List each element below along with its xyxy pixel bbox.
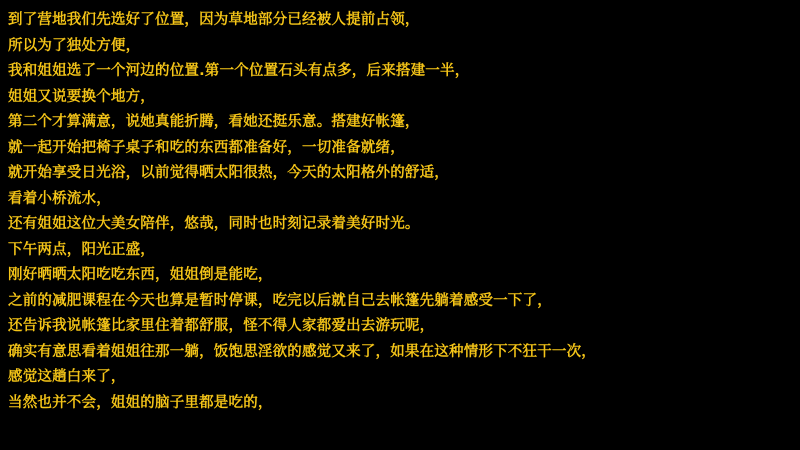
text-line: 感觉这趟白来了， bbox=[8, 369, 126, 385]
text-line: 还有姐姐这位大美女陪伴，悠哉，同时也时刻记录着美好时光。 bbox=[8, 216, 420, 232]
text-line: 就开始享受日光浴，以前觉得晒太阳很热，今天的太阳格外的舒适， bbox=[8, 165, 449, 181]
text-line: 所以为了独处方便， bbox=[8, 37, 141, 54]
text-line: 下午两点，阳光正盛， bbox=[8, 241, 155, 258]
text-line: 还告诉我说帐篷比家里住着都舒服，怪不得人家都爱出去游玩呢， bbox=[8, 318, 435, 334]
text-line: 姐姐又说要换个地方， bbox=[8, 88, 155, 105]
text-line: 看着小桥流水， bbox=[8, 190, 111, 207]
text-line: 第二个才算满意，说她真能折腾，看她还挺乐意。搭建好帐篷， bbox=[8, 114, 420, 130]
text-line: 之前的减肥课程在今天也算是暂时停课，吃完以后就自己去帐篷先躺着感受一下了， bbox=[8, 292, 552, 309]
text-line: 到了营地我们先选好了位置，因为草地部分已经被人提前占领， bbox=[8, 12, 420, 28]
text-line: 我和姐姐选了一个河边的位置.第一个位置石头有点多，后来搭建一半， bbox=[8, 63, 470, 79]
text-line: 确实有意思看着姐姐往那一躺，饭饱思淫欲的感觉又来了，如果在这种情形下不狂干一次， bbox=[8, 343, 596, 360]
text-line: 当然也并不会，姐姐的脑子里都是吃的， bbox=[8, 394, 273, 411]
text-line: 就一起开始把椅子桌子和吃的东西都准备好，一切准备就绪， bbox=[8, 139, 405, 156]
story-text-block bbox=[8, 8, 792, 416]
text-line: 刚好晒晒太阳吃吃东西，姐姐倒是能吃， bbox=[8, 267, 273, 283]
